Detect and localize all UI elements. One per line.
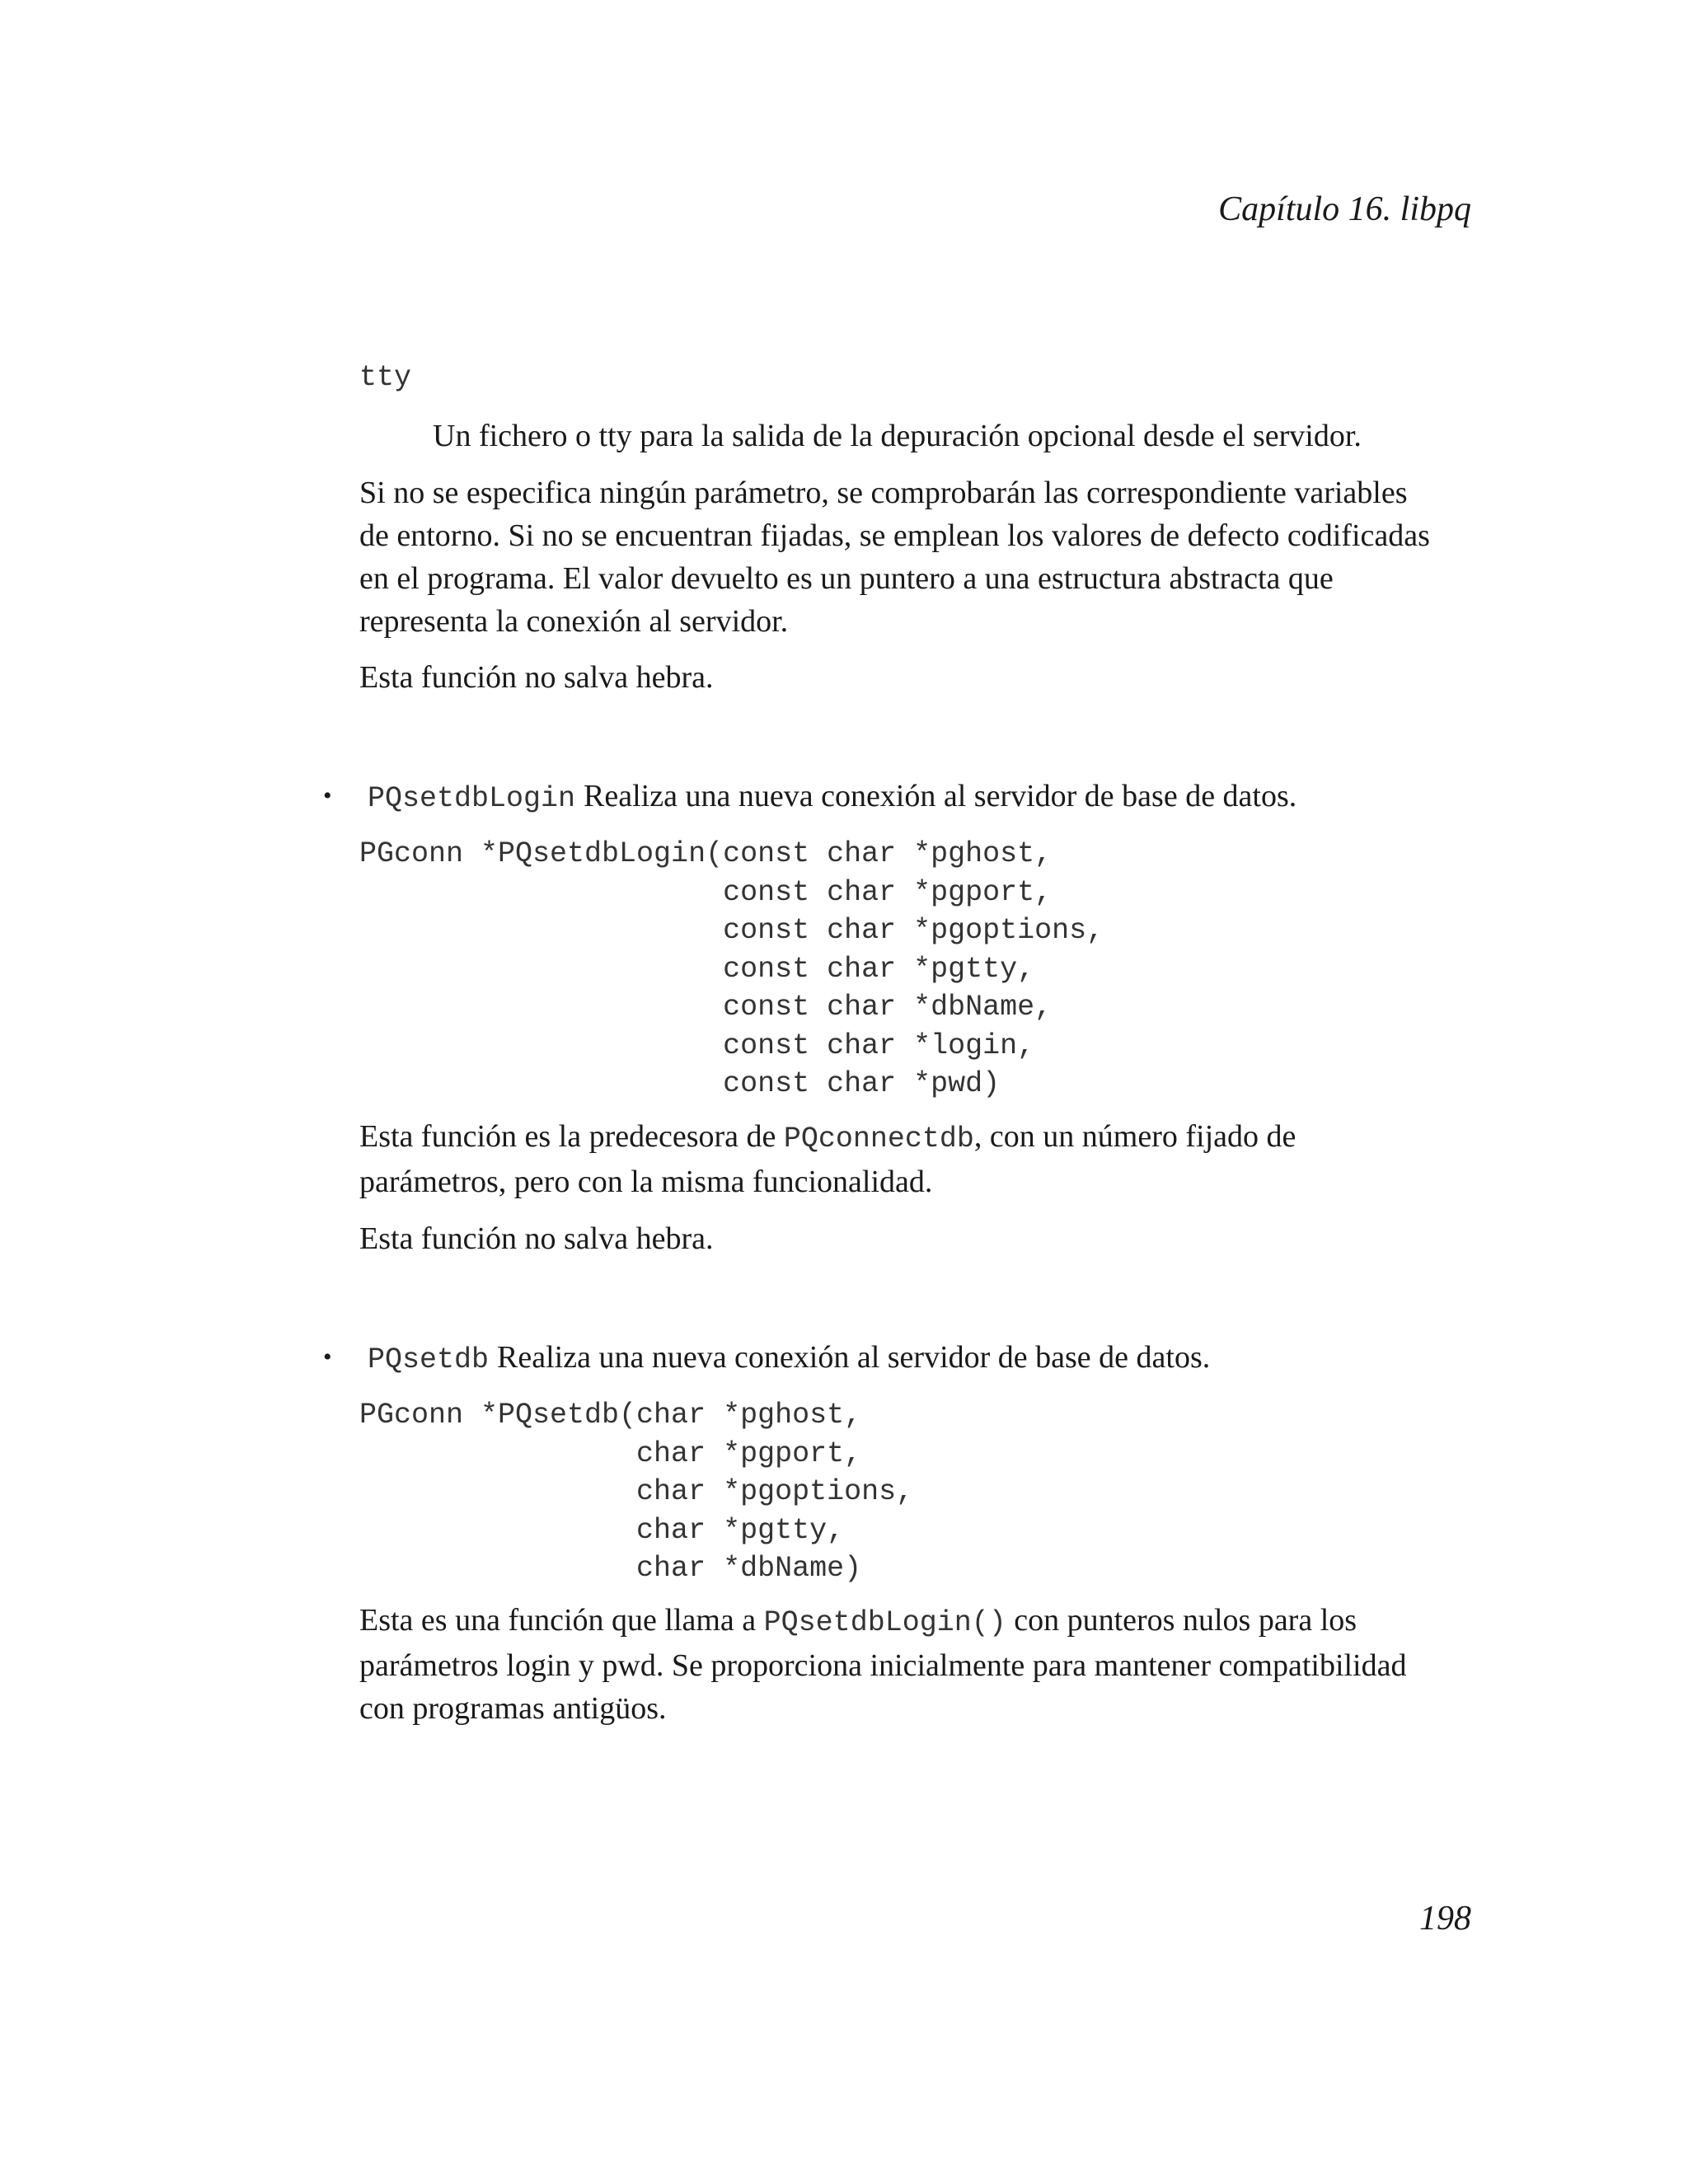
term-tty: tty [359,361,412,394]
inline-code: PQsetdbLogin() [763,1606,1006,1639]
text-line: parámetros, pero con la misma funcionalidad. [359,1165,933,1199]
bullet-icon: • [323,782,332,809]
text-line: parámetros login y pwd. Se proporciona inicialmente para mantener compatibilidad [359,1648,1407,1683]
function-summary: Realiza una nueva conexión al servidor de base de datos. [584,779,1297,813]
text-line: con programas antigüos. [359,1691,667,1726]
thread-note-1: Esta función no salva hebra. [359,660,714,695]
list-item-pqsetdblogin [323,775,1296,820]
running-header: Capítulo 16. libpq [1218,190,1471,228]
term-tty-definition: Un fichero o tty para la salida de la depuración opcional desde el servidor. [433,419,1362,453]
text-line: Esta es una función que llama a PQsetdbLogin() con punteros nulos para los [359,1603,1357,1639]
text-line: Si no se especifica ningún parámetro, se comprobarán las correspondiente variables [359,476,1408,510]
function-name: PQsetdb [368,1343,490,1376]
code-block-pqsetdb: PGconn *PQsetdb(char *pghost, char *pgport, char *pgoptions, char *pgtty, char *dbName) [359,1399,914,1585]
bullet-icon: • [323,1343,332,1371]
text-line: en el programa. El valor devuelto es un puntero a una estructura abstracta que [359,561,1334,596]
thread-note-2: Esta función no salva hebra. [359,1221,714,1256]
page-number: 198 [1419,1900,1471,1938]
pqsetdb-description [359,1599,1480,1730]
text-line: Esta función es la predecesora de PQconnectdb, con un número fijado de [359,1119,1296,1155]
defaults-paragraph [359,471,1480,643]
inline-code: PQconnectdb [783,1122,974,1155]
function-name: PQsetdbLogin [368,782,576,815]
list-item-pqsetdb [323,1336,1210,1381]
text-line: de entorno. Si no se encuentran fijadas, se emplean los valores de defecto codificadas [359,518,1430,553]
code-block-pqsetdblogin: PGconn *PQsetdbLogin(const char *pghost, const char *pgport, const char *pgoptions, const char *pgtty, const char *dbName, const char *login, const char *pwd) [359,837,1104,1100]
function-summary: Realiza una nueva conexión al servidor de base de datos. [497,1340,1211,1375]
pqsetdblogin-description [359,1115,1480,1203]
text-line: representa la conexión al servidor. [359,604,789,639]
